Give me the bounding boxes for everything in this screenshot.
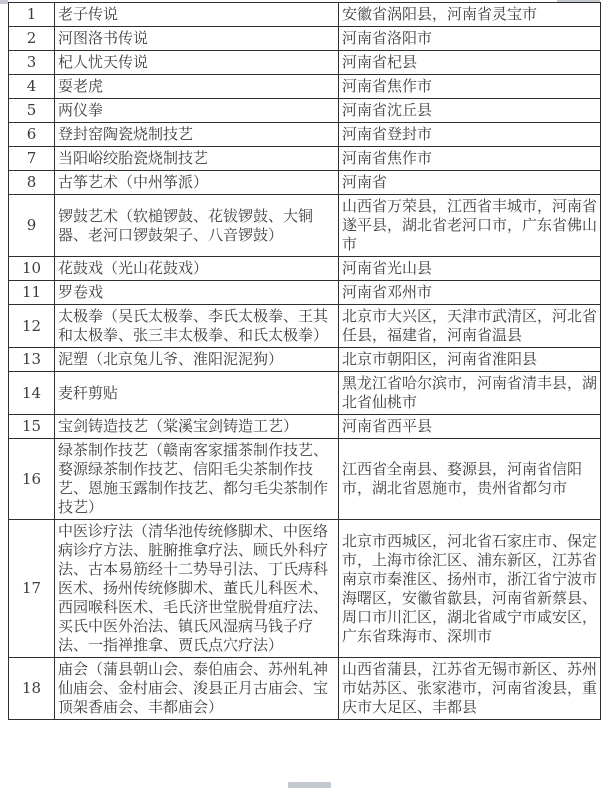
row-number-cell: 1: [9, 3, 55, 27]
item-name-cell: 花鼓戏（光山花鼓戏）: [55, 257, 339, 281]
regions-cell: 河南省沈丘县: [339, 99, 601, 123]
item-name-cell: 绿茶制作技艺（赣南客家擂茶制作技艺、婺源绿茶制作技艺、信阳毛尖茶制作技艺、恩施玉露制作技艺、都匀毛尖茶制作技艺）: [55, 439, 339, 520]
row-number-cell: 17: [9, 520, 55, 658]
item-name-cell: 麦秆剪贴: [55, 372, 339, 415]
item-name-cell: 当阳峪绞胎瓷烧制技艺: [55, 147, 339, 171]
row-number-cell: 9: [9, 195, 55, 257]
item-name-cell: 老子传说: [55, 3, 339, 27]
row-number-cell: 12: [9, 305, 55, 348]
table-row: [9, 147, 601, 171]
item-name-cell: 杞人忧天传说: [55, 51, 339, 75]
regions-cell: 河南省杞县: [339, 51, 601, 75]
table-row: [9, 305, 601, 348]
regions-cell: 北京市大兴区，天津市武清区，河北省任县，福建省，河南省温县: [339, 305, 601, 348]
table-row: [9, 520, 601, 658]
row-number-cell: 6: [9, 123, 55, 147]
item-name-cell: 古筝艺术（中州筝派）: [55, 171, 339, 195]
row-number-cell: 3: [9, 51, 55, 75]
regions-cell: 河南省邓州市: [339, 281, 601, 305]
regions-cell: 山西省蒲县，江苏省无锡市新区、苏州市姑苏区、张家港市，河南省浚县，重庆市大足区、丰都县: [339, 658, 601, 720]
row-number-cell: 8: [9, 171, 55, 195]
row-number-cell: 14: [9, 372, 55, 415]
regions-cell: 河南省焦作市: [339, 75, 601, 99]
row-number-cell: 10: [9, 257, 55, 281]
table-row: [9, 123, 601, 147]
row-number-cell: 4: [9, 75, 55, 99]
item-name-cell: 锣鼓艺术（软槌锣鼓、花钹锣鼓、大铜器、老河口锣鼓架子、八音锣鼓）: [55, 195, 339, 257]
table-row: [9, 27, 601, 51]
table-row: [9, 439, 601, 520]
horizontal-scrollbar-thumb[interactable]: [288, 782, 331, 788]
row-number-cell: 2: [9, 27, 55, 51]
table-row: [9, 372, 601, 415]
table-row: [9, 171, 601, 195]
row-number-cell: 15: [9, 415, 55, 439]
table-row: [9, 658, 601, 720]
regions-cell: 江西省全南县、婺源县，河南省信阳市，湖北省恩施市，贵州省都匀市: [339, 439, 601, 520]
regions-cell: 河南省光山县: [339, 257, 601, 281]
table-row: [9, 257, 601, 281]
regions-cell: 河南省: [339, 171, 601, 195]
item-name-cell: 两仪拳: [55, 99, 339, 123]
regions-cell: 山西省万荣县，江西省丰城市，河南省遂平县，湖北省老河口市，广东省佛山市: [339, 195, 601, 257]
heritage-items-table: [8, 2, 601, 720]
table-row: [9, 348, 601, 372]
item-name-cell: 河图洛书传说: [55, 27, 339, 51]
table-row: [9, 3, 601, 27]
item-name-cell: 庙会（蒲县朝山会、泰伯庙会、苏州轧神仙庙会、金村庙会、浚县正月古庙会、宝顶架香庙会、丰都庙会）: [55, 658, 339, 720]
item-name-cell: 耍老虎: [55, 75, 339, 99]
table-row: [9, 51, 601, 75]
row-number-cell: 18: [9, 658, 55, 720]
table-row: [9, 75, 601, 99]
item-name-cell: 中医诊疗法（清华池传统修脚术、中医络病诊疗方法、脏腑推拿疗法、顾氏外科疗法、古本易筋经十二势导引法、丁氏痔科医术、扬州传统修脚术、董氏儿科医术、西园喉科医术、毛氏济世堂脱骨疽疗法、买氏中医外治法、镇氏风湿病马钱子疗法、一指禅推拿、贾氏点穴疗法）: [55, 520, 339, 658]
page-edge-fragment-top-left: [0, 0, 8, 4]
table-row: [9, 99, 601, 123]
regions-cell: 河南省登封市: [339, 123, 601, 147]
item-name-cell: 泥塑（北京兔儿爷、淮阳泥泥狗）: [55, 348, 339, 372]
item-name-cell: 太极拳（吴氏太极拳、李氏太极拳、王其和太极拳、张三丰太极拳、和氏太极拳）: [55, 305, 339, 348]
item-name-cell: 罗卷戏: [55, 281, 339, 305]
regions-cell: 河南省洛阳市: [339, 27, 601, 51]
regions-cell: 北京市西城区，河北省石家庄市、保定市，上海市徐汇区、浦东新区，江苏省南京市秦淮区、扬州市，浙江省宁波市海曙区，安徽省歙县，河南省新蔡县、周口市川汇区，湖北省咸宁市咸安区，广东省珠海市、深圳市: [339, 520, 601, 658]
row-number-cell: 5: [9, 99, 55, 123]
regions-cell: 安徽省涡阳县，河南省灵宝市: [339, 3, 601, 27]
row-number-cell: 11: [9, 281, 55, 305]
table-row: [9, 415, 601, 439]
regions-cell: 河南省西平县: [339, 415, 601, 439]
table-row: [9, 281, 601, 305]
regions-cell: 河南省焦作市: [339, 147, 601, 171]
item-name-cell: 登封窑陶瓷烧制技艺: [55, 123, 339, 147]
row-number-cell: 16: [9, 439, 55, 520]
item-name-cell: 宝剑铸造技艺（棠溪宝剑铸造工艺）: [55, 415, 339, 439]
row-number-cell: 7: [9, 147, 55, 171]
regions-cell: 北京市朝阳区，河南省淮阳县: [339, 348, 601, 372]
row-number-cell: 13: [9, 348, 55, 372]
table-row: [9, 195, 601, 257]
regions-cell: 黑龙江省哈尔滨市，河南省清丰县，湖北省仙桃市: [339, 372, 601, 415]
